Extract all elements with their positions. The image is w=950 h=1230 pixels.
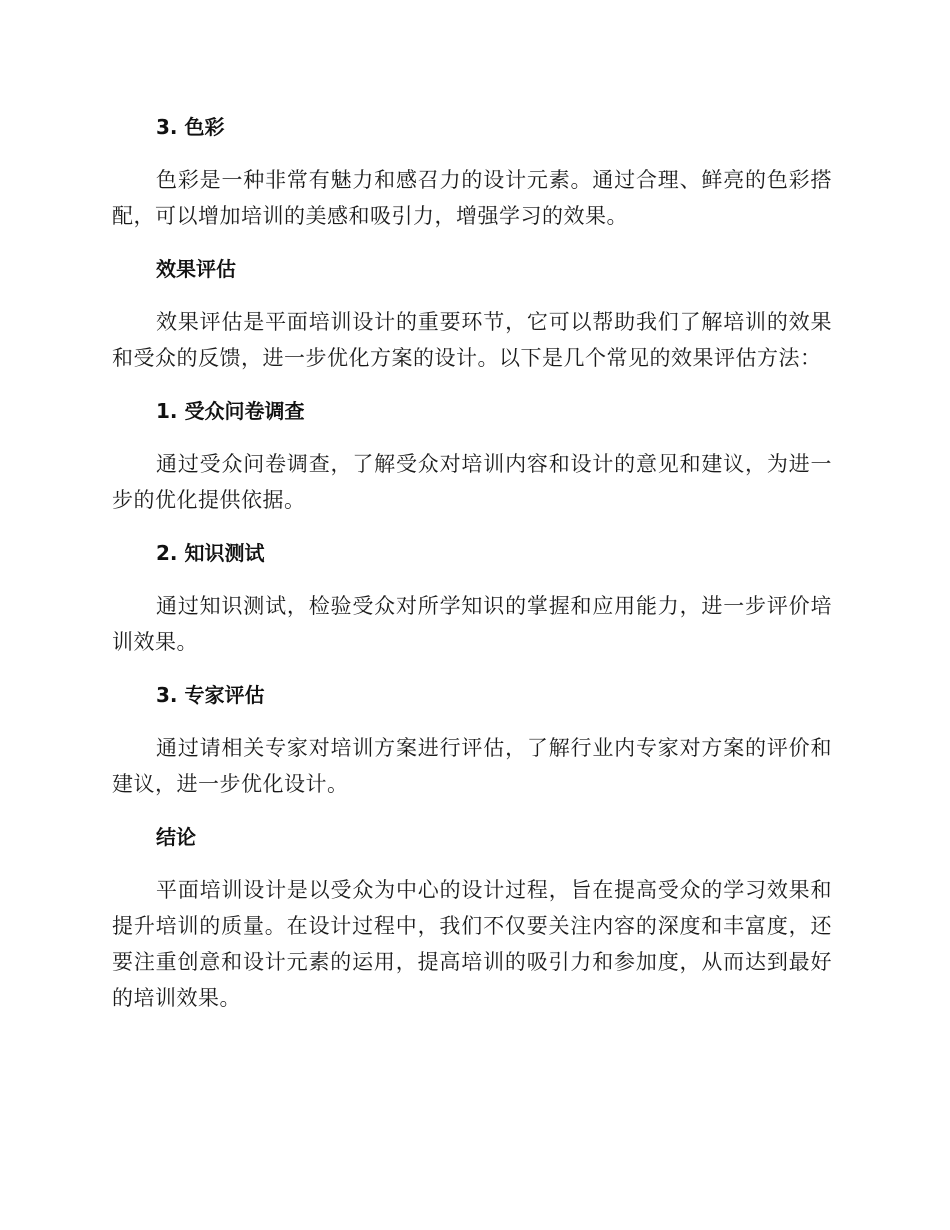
section-heading-color: 3. 色彩 <box>156 115 225 139</box>
section-heading-expert-review: 3. 专家评估 <box>156 683 265 707</box>
section-heading-knowledge-test: 2. 知识测试 <box>156 541 265 565</box>
paragraph-color: 色彩是一种非常有魅力和感召力的设计元素。通过合理、鲜亮的色彩搭配，可以增加培训的美感和吸引力，增强学习的效果。 <box>112 168 832 228</box>
section-heading-conclusion: 结论 <box>156 825 196 849</box>
paragraph-expert-review: 通过请相关专家对培训方案进行评估，了解行业内专家对方案的评价和建议，进一步优化设计。 <box>112 736 832 796</box>
paragraph-questionnaire: 通过受众问卷调查，了解受众对培训内容和设计的意见和建议，为进一步的优化提供依据。 <box>112 452 832 512</box>
section-heading-evaluation: 效果评估 <box>156 257 236 281</box>
paragraph-conclusion: 平面培训设计是以受众为中心的设计过程，旨在提高受众的学习效果和提升培训的质量。在设计过程中，我们不仅要关注内容的深度和丰富度，还要注重创意和设计元素的运用，提高培训的吸引力和参加度，从而达到最好的培训效果。 <box>112 878 832 1010</box>
paragraph-evaluation: 效果评估是平面培训设计的重要环节，它可以帮助我们了解培训的效果和受众的反馈，进一步优化方案的设计。以下是几个常见的效果评估方法： <box>112 310 832 370</box>
section-heading-questionnaire: 1. 受众问卷调查 <box>156 399 305 423</box>
paragraph-knowledge-test: 通过知识测试，检验受众对所学知识的掌握和应用能力，进一步评价培训效果。 <box>112 594 832 654</box>
document-body <box>112 110 832 1034</box>
